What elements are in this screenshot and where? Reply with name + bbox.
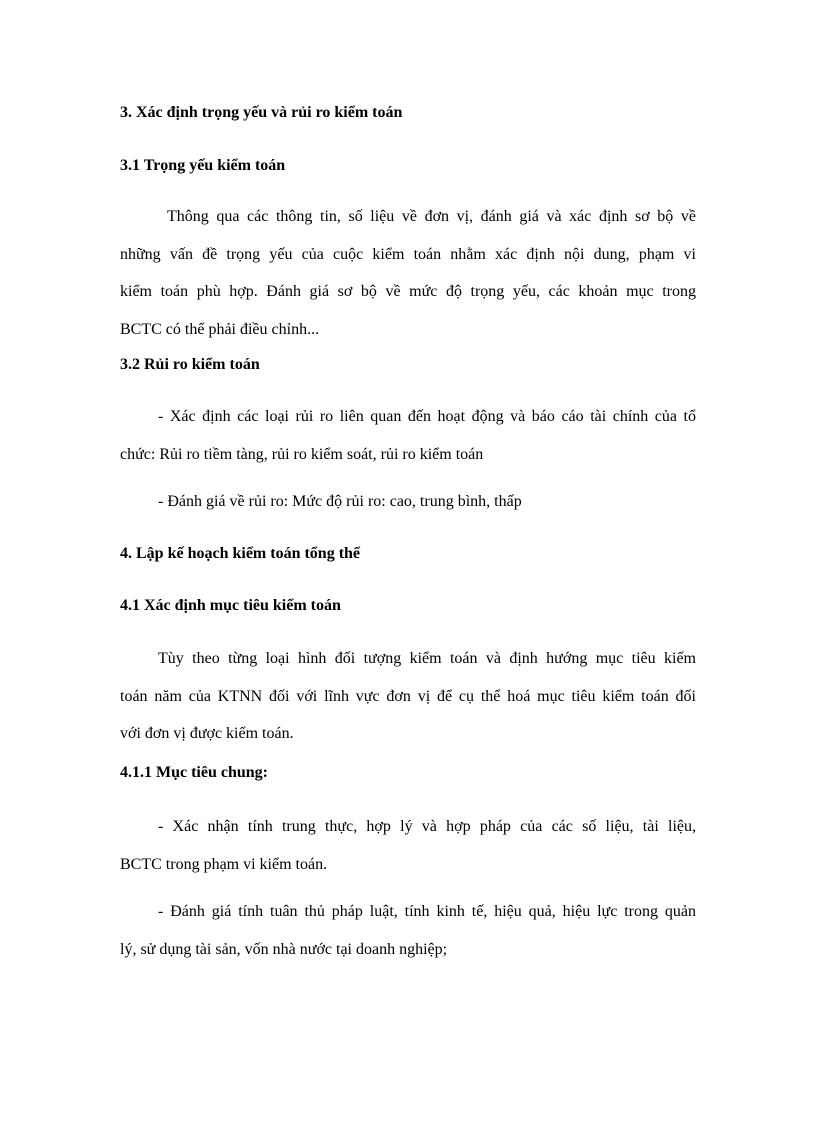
paragraph-materiality — [120, 198, 696, 349]
paragraph-line: Thông qua các thông tin, số liệu về đơn vị, đánh giá và xác định sơ bộ về — [167, 208, 696, 225]
paragraph-line: với đơn vị được kiểm toán. — [120, 725, 294, 743]
paragraph-line: kiểm toán phù hợp. Đánh giá sơ bộ về mức độ trọng yếu, các khoản mục trong — [120, 283, 696, 301]
heading-section-4-1-1: 4.1.1 Mục tiêu chung: — [120, 764, 268, 781]
paragraph-line: BCTC trong phạm vi kiểm toán. — [120, 855, 328, 873]
paragraph-confirm-truthfulness — [120, 808, 696, 883]
paragraph-line: - Đánh giá tính tuân thủ pháp luật, tính kinh tế, hiệu quả, hiệu lực trong quản — [158, 903, 696, 920]
paragraph-line: BCTC có thể phải điều chỉnh... — [120, 321, 320, 339]
paragraph-risk-types — [120, 398, 696, 473]
paragraph-audit-objectives — [120, 640, 696, 753]
heading-section-3-2: 3.2 Rủi ro kiểm toán — [120, 356, 260, 373]
paragraph-risk-assessment — [120, 483, 696, 521]
heading-section-4-1: 4.1 Xác định mục tiêu kiểm toán — [120, 597, 341, 614]
paragraph-line: - Xác định các loại rủi ro liên quan đến hoạt động và báo cáo tài chính của tổ — [158, 408, 696, 425]
paragraph-compliance-assessment — [120, 893, 696, 968]
paragraph-line: lý, sử dụng tài sản, vốn nhà nước tại doanh nghiệp; — [120, 940, 448, 958]
heading-section-3: 3. Xác định trọng yếu và rủi ro kiểm toán — [120, 104, 403, 121]
paragraph-line: chức: Rủi ro tiềm tàng, rủi ro kiểm soát, rủi ro kiểm toán — [120, 445, 484, 463]
heading-section-4: 4. Lập kế hoạch kiểm toán tổng thể — [120, 545, 361, 562]
paragraph-line: - Xác nhận tính trung thực, hợp lý và hợp pháp của các số liệu, tài liệu, — [158, 818, 696, 835]
paragraph-line: - Đánh giá về rủi ro: Mức độ rủi ro: cao, trung bình, thấp — [158, 493, 522, 510]
paragraph-line: Tùy theo từng loại hình đối tượng kiểm toán và định hướng mục tiêu kiểm — [158, 650, 696, 667]
paragraph-line: những vấn đề trọng yếu của cuộc kiểm toán nhằm xác định nội dung, phạm vi — [120, 245, 696, 263]
paragraph-line: toán năm của KTNN đối với lĩnh vực đơn vị để cụ thể hoá mục tiêu kiểm toán đối — [120, 687, 696, 705]
heading-section-3-1: 3.1 Trọng yếu kiểm toán — [120, 157, 286, 174]
